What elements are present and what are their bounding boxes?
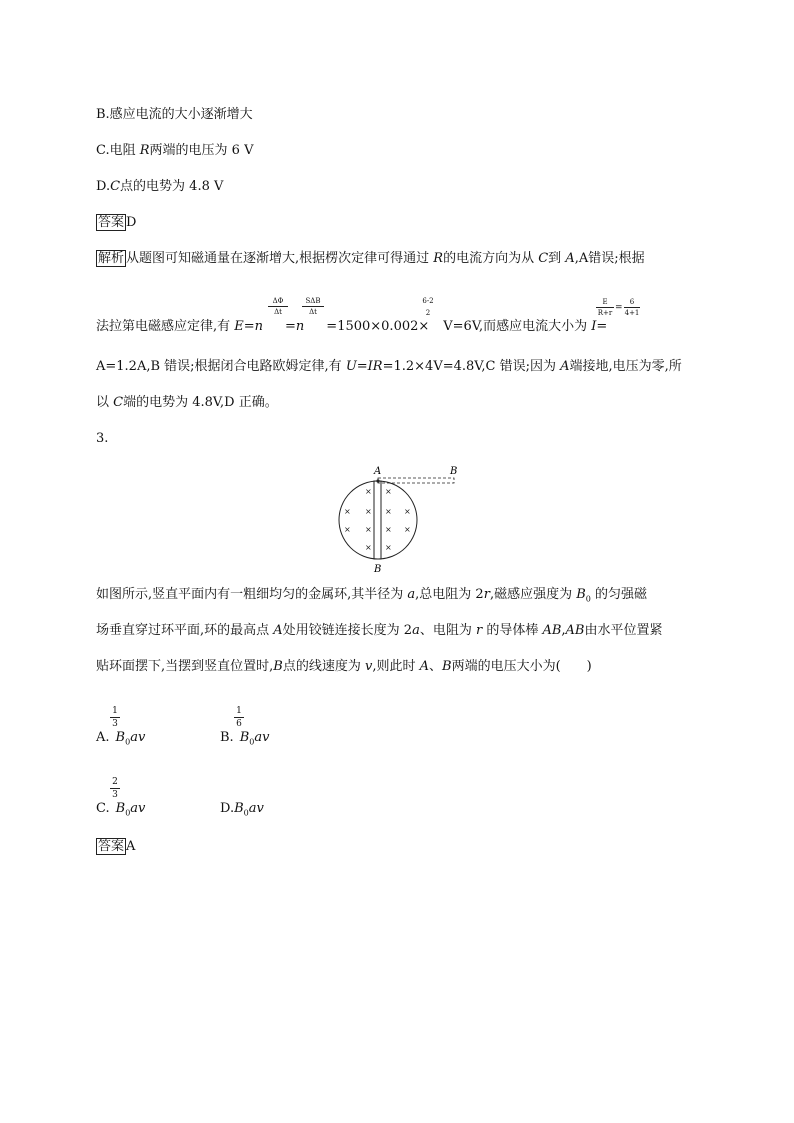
field-cross: × xyxy=(365,543,372,552)
var-b: B xyxy=(273,659,283,674)
question-text: 处用铰链连接长度为 2 xyxy=(282,623,413,638)
analysis-text: A=1.2A,B 错误;根据闭合电路欧姆定律,有 xyxy=(96,359,346,374)
var-b: B xyxy=(442,659,452,674)
analysis-text: V=6V,而感应电流大小为 xyxy=(443,319,592,334)
formula-i: I= xyxy=(591,319,608,334)
var-a: a xyxy=(407,587,416,602)
question-3-line-1 xyxy=(96,586,647,609)
question-text: 点的线速度为 xyxy=(282,659,365,674)
frac-bar xyxy=(268,306,288,307)
option-c-suffix: 两端的电压为 6 V xyxy=(149,143,254,158)
frac-num: 1 xyxy=(112,706,118,716)
analysis-line-4 xyxy=(96,394,278,412)
analysis-tag: 解析 xyxy=(98,251,125,266)
frac-bar xyxy=(624,307,640,308)
answer-value: D xyxy=(126,215,137,230)
question-text: 、 xyxy=(428,659,442,674)
option-a[interactable] xyxy=(96,729,145,752)
equals-sign: = xyxy=(615,303,623,313)
var-ab: AB xyxy=(542,623,562,638)
formula-n: =n xyxy=(285,319,305,334)
option-d-suffix: 点的电势为 4.8 V xyxy=(120,179,224,194)
var-av: av xyxy=(130,730,146,745)
var-av: av xyxy=(248,801,264,816)
field-cross: × xyxy=(344,507,351,516)
frac-num: E xyxy=(602,298,608,306)
subscript-0: 0 xyxy=(249,737,255,747)
analysis-text: =1.2×4V=4.8V,C 错误;因为 xyxy=(382,359,561,374)
analysis-line-2 xyxy=(96,318,607,336)
frac-bar xyxy=(302,306,324,307)
answer-3 xyxy=(96,838,135,856)
option-d-prefix: D. xyxy=(96,179,111,194)
question-3-line-3 xyxy=(96,658,592,676)
analysis-text: 从题图可知磁通量在逐渐增大,根据楞次定律可得通过 xyxy=(126,251,434,266)
option-d-prev xyxy=(96,178,223,196)
field-cross: × xyxy=(385,543,392,552)
analysis-text: =1500×0.002× xyxy=(326,319,430,334)
field-cross: × xyxy=(365,487,372,496)
question-text: 、电阻为 xyxy=(419,623,476,638)
magnetic-field-crosses xyxy=(344,487,411,552)
field-cross: × xyxy=(404,525,411,534)
fraction-e-rr xyxy=(596,298,614,317)
subscript-0: 0 xyxy=(125,808,131,818)
subscript-0: 0 xyxy=(585,594,591,604)
var-ab: AB xyxy=(565,623,585,638)
hinge-point xyxy=(376,479,379,482)
field-cross: × xyxy=(385,525,392,534)
formula-u: U=IR xyxy=(345,359,383,374)
question-text: 两端的电压大小为( ) xyxy=(451,659,592,674)
field-cross: × xyxy=(344,525,351,534)
option-c-fraction xyxy=(110,777,120,800)
question-3-line-2 xyxy=(96,622,663,640)
fraction-sdb-dt xyxy=(302,297,324,316)
formula-e: E=n xyxy=(234,319,264,334)
field-cross: × xyxy=(365,507,372,516)
analysis-line-3 xyxy=(96,358,682,376)
option-d[interactable] xyxy=(220,800,264,823)
option-b-prev xyxy=(96,106,253,124)
question-3-number xyxy=(96,430,108,448)
option-c-var: R xyxy=(139,143,150,158)
var-a: a xyxy=(412,623,420,638)
option-b[interactable] xyxy=(220,729,269,752)
option-c[interactable] xyxy=(96,800,145,823)
analysis-text: 到 xyxy=(548,251,566,266)
question-text: 的匀强磁 xyxy=(590,587,647,602)
var-r: r xyxy=(483,587,490,602)
question-number: 3. xyxy=(96,431,109,446)
frac-den: 4+1 xyxy=(624,309,640,317)
frac-den: 3 xyxy=(112,719,118,729)
question-text: 场垂直穿过环平面,环的最高点 xyxy=(96,623,274,638)
option-a-fraction xyxy=(110,706,120,729)
fraction-6-5 xyxy=(624,298,640,317)
question-text: , xyxy=(561,623,566,638)
var-av: av xyxy=(130,801,146,816)
frac-num: 2 xyxy=(112,777,118,787)
field-cross: × xyxy=(385,487,392,496)
option-c-label: C. xyxy=(96,801,110,816)
option-a-label: A. xyxy=(96,730,110,745)
answer-tag: 答案 xyxy=(98,839,125,854)
frac-den: 3 xyxy=(112,790,118,800)
ring-rod-figure xyxy=(330,460,470,578)
option-b-text: B.感应电流的大小逐渐增大 xyxy=(96,107,253,122)
option-d-var: C xyxy=(110,179,121,194)
option-b-label: B. xyxy=(220,730,234,745)
var-v: v xyxy=(364,659,373,674)
field-cross: × xyxy=(385,507,392,516)
answer-tag: 答案 xyxy=(98,215,125,230)
question-text: 由水平位置紧 xyxy=(584,623,663,638)
label-b-top: B xyxy=(450,466,458,477)
var-b: B xyxy=(115,801,126,816)
analysis-text: ,A错误;根据 xyxy=(574,251,645,266)
option-c-prefix: C.电阻 xyxy=(96,143,140,158)
subscript-0: 0 xyxy=(243,808,249,818)
frac-bar xyxy=(596,307,614,308)
frac-den: Δt xyxy=(274,308,282,316)
var-a: A xyxy=(560,359,570,374)
frac-num: ΔΦ xyxy=(272,297,284,305)
option-d-label: D. xyxy=(220,801,235,816)
question-text: 贴环面摆下,当摆到竖直位置时, xyxy=(96,659,274,674)
var-c: C xyxy=(113,395,124,410)
frac-den: 2 xyxy=(425,309,431,317)
question-text: ,则此时 xyxy=(372,659,420,674)
var-a: A xyxy=(565,251,575,266)
figure-svg xyxy=(330,460,470,578)
var-b: B xyxy=(239,730,250,745)
field-cross: × xyxy=(404,507,411,516)
var-a: A xyxy=(419,659,429,674)
label-b-bottom: B xyxy=(374,564,382,575)
analysis-text: 以 xyxy=(96,395,114,410)
var-av: av xyxy=(254,730,270,745)
frac-den: Δt xyxy=(309,308,317,316)
question-text: ,总电阻为 2 xyxy=(415,587,484,602)
frac-bar xyxy=(234,717,244,718)
var-b: B xyxy=(234,801,244,816)
frac-den: R+r xyxy=(597,309,613,317)
metal-ring xyxy=(339,481,417,559)
var-a: A xyxy=(273,623,283,638)
fraction-dphi-dt xyxy=(268,297,288,316)
var-b: B xyxy=(115,730,126,745)
frac-den: 6 xyxy=(236,719,242,729)
frac-bar xyxy=(110,788,120,789)
analysis-text: 端接地,电压为零,所 xyxy=(569,359,682,374)
vertical-rod xyxy=(374,481,381,559)
answer-1 xyxy=(96,214,136,232)
var-r: r xyxy=(475,623,483,638)
answer-value: A xyxy=(126,839,136,854)
field-cross: × xyxy=(365,525,372,534)
analysis-text: 端的电势为 4.8V,D 正确。 xyxy=(123,395,278,410)
var-b: B xyxy=(576,587,586,602)
frac-num: 1 xyxy=(236,706,242,716)
question-text: 如图所示,竖直平面内有一粗细均匀的金属环,其半径为 xyxy=(96,587,408,602)
var-c: C xyxy=(538,251,549,266)
analysis-text: 法拉第电磁感应定律,有 xyxy=(96,319,235,334)
analysis-text: 的电流方向为从 xyxy=(443,251,539,266)
option-c-prev xyxy=(96,142,253,160)
question-text: 的导体棒 xyxy=(482,623,543,638)
question-text: ,磁感应强度为 xyxy=(489,587,577,602)
var-r: R xyxy=(433,251,444,266)
fraction-6-2 xyxy=(418,297,438,317)
label-a: A xyxy=(374,466,382,477)
option-b-fraction xyxy=(234,706,244,729)
frac-num: SΔB xyxy=(305,297,321,305)
frac-num: 6-2 xyxy=(422,297,434,305)
frac-num: 6 xyxy=(629,298,635,306)
analysis-line-1 xyxy=(96,250,645,268)
subscript-0: 0 xyxy=(125,737,131,747)
frac-bar xyxy=(110,717,120,718)
